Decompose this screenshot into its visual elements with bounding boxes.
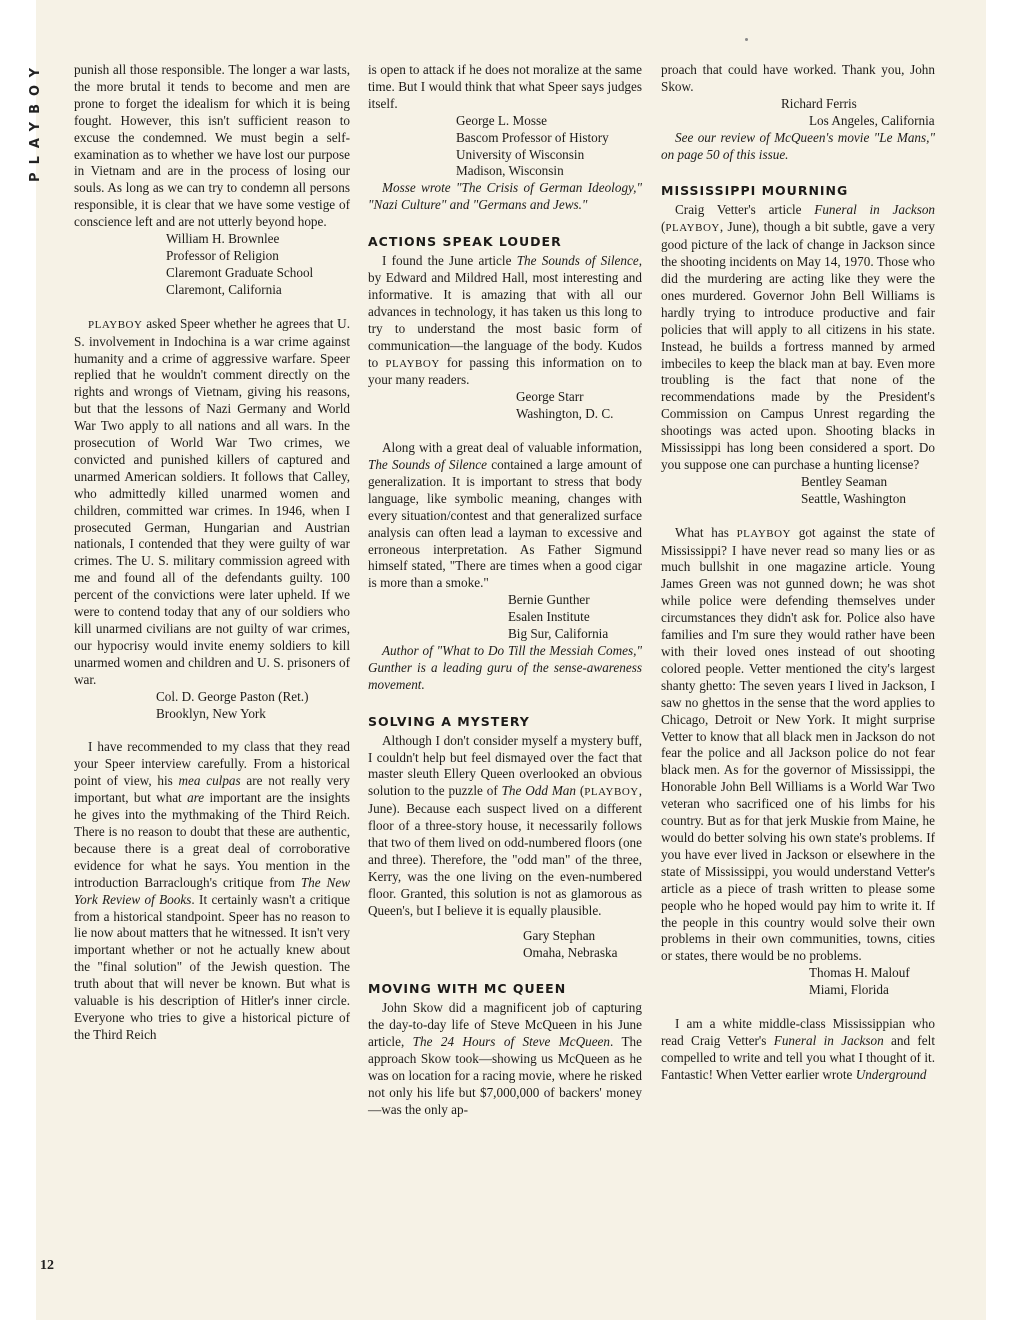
letter-paragraph xyxy=(74,739,350,1043)
paragraph-text: and felt compelled to write and tell you what I thought of it. Fantastic! When Vetter earlier wrote xyxy=(661,1032,935,1082)
italic-phrase: mea culpas xyxy=(178,773,241,789)
letter-signature xyxy=(661,474,935,508)
editor-note: Author of "What to Do Till the Messiah Comes," Gunther is a leading guru of the sense-awareness movement. xyxy=(368,643,642,692)
paragraph-text: , June), though a bit subtle, gave a very good picture of the lack of change in Jackson since the shooting incidents on May 14, 1970. Those who did the murdering are acting like they were the ones murdered. Governor John Bell Williams is hardly trying to introduce productive and fair policies that will apply to all citizens in his state. Instead, he builds a fortress manned by armed imbeciles to keep the black man at bay. Even more troubling is the fact that none of the recommendations made by the President's Commission on Campus Unrest regarding the shootings was acted upon. Shooting blacks in Mississippi has long been considered a sport. Do you suppose one can purchase a hunting license? xyxy=(661,219,935,472)
article-title: Funeral in Jackson xyxy=(773,1032,884,1048)
letter-signature xyxy=(661,96,935,130)
paragraph-text: ( xyxy=(576,783,585,799)
signature-line: University of Wisconsin xyxy=(456,146,585,162)
letter-paragraph xyxy=(368,440,642,592)
paragraph-text: , by Edward and Mildred Hall, most interesting and informative. It is amazing that with all our advances in technology, it has taken us this long to try to understand the most basic form of communication—the language of the body. Kudos to xyxy=(368,253,642,370)
article-title: The 24 Hours of Steve McQueen xyxy=(412,1034,611,1050)
letter-paragraph xyxy=(661,525,935,966)
article-title: The Sounds of Silence xyxy=(516,253,639,269)
paragraph-text: John Skow did a magnificent job of capturing the day-to-day life of Steve McQueen in his June article, xyxy=(368,1000,642,1050)
paragraph-text: Craig Vetter's article xyxy=(675,202,815,218)
paragraph-text: Along with a great deal of valuable information, xyxy=(382,440,642,456)
signature-line: Claremont Graduate School xyxy=(166,264,314,280)
signature-line: Col. D. George Paston (Ret.) xyxy=(156,688,309,704)
italic-phrase: are xyxy=(187,790,205,806)
paragraph-text: contained a large amount of generalization. It is important to stress that body language, like symbolic meaning, changes with every situation/contest and that generalized surface analysis can often lead a layman to excessive and erroneous interpretation. As Father Sigmund himself stated, "There are times when a good cigar is more than a smoke." xyxy=(368,457,642,591)
letter-signature xyxy=(368,113,642,181)
magazine-name: PLAYBOY xyxy=(584,786,639,799)
letter-signature xyxy=(661,965,935,999)
editor-note: Mosse wrote "The Crisis of German Ideology," "Nazi Culture" and "Germans and Jews." xyxy=(368,180,642,213)
editor-note: See our review of McQueen's movie "Le Mans," on page 50 of this issue. xyxy=(661,129,935,162)
signature-line: Bentley Seaman xyxy=(801,473,888,489)
magazine-name: PLAYBOY xyxy=(736,527,792,540)
signature-line: George Starr xyxy=(516,389,584,405)
print-speck xyxy=(745,38,748,41)
letter-paragraph xyxy=(661,202,935,474)
signature-line: Bernie Gunther xyxy=(508,592,590,608)
section-heading: MOVING WITH MC QUEEN xyxy=(368,981,567,997)
publication-title: The New York Review of Books xyxy=(74,874,350,907)
article-title: Underground xyxy=(855,1066,927,1082)
signature-line: Bascom Professor of History xyxy=(456,129,609,145)
letter-paragraph xyxy=(368,1000,642,1118)
paragraph-text: What has xyxy=(675,524,737,540)
signature-line: Big Sur, California xyxy=(508,626,609,642)
signature-line: Brooklyn, New York xyxy=(156,705,266,721)
magazine-name: PLAYBOY xyxy=(385,357,440,370)
letter-signature xyxy=(368,592,642,643)
signature-line: Gary Stephan xyxy=(523,927,596,943)
letter-paragraph xyxy=(368,733,642,920)
signature-line: William H. Brownlee xyxy=(166,231,280,247)
signature-line: Esalen Institute xyxy=(508,609,590,625)
signature-line: Los Angeles, California xyxy=(809,112,935,128)
signature-line: Miami, Florida xyxy=(809,982,889,998)
paragraph-text: . The approach Skow took—showing us McQueen as he was on location for a racing movie, where he risked not only his life but $7,000,000 of backers' money—was the only ap- xyxy=(368,1034,642,1117)
paragraph-text: asked Speer whether he agrees that U. S. involvement in Indochina is a war crime against humanity and a crime of aggressive warfare. Speer replied that he wouldn't comment directly on the rights and wrongs of Vietnam, giving his reasons, but that the lessons of Nazi Germany and World War Two apply to all nations and all wars. In the prosecution of World War Two crimes, we convicted and punished killers of captured and unarmed American soldiers. It follows that Calley, who admittedly killed unarmed women and children, committed war crimes. In 1946, when I prosecuted German, Hungarian and Austrian nationals, I contended that they were guilty of war crimes. The U. S. military commission agreed with me and found all of the defendants guilty. 100 percent of the convictions were later upheld. If we were to contend today that any of our soldiers who kill unarmed civilians are not guilty of war crimes, our hypocrisy would invite enemy soldiers to kill unarmed women and children and U. S. prisoners of war. xyxy=(74,315,350,687)
magazine-name: PLAYBOY xyxy=(88,318,143,331)
section-heading: MISSISSIPPI MOURNING xyxy=(661,183,849,199)
section-heading: ACTIONS SPEAK LOUDER xyxy=(368,234,562,250)
article-title: The Sounds of Silence xyxy=(368,457,487,473)
letter-paragraph xyxy=(74,316,350,689)
paragraph-text: I found the June article xyxy=(382,253,517,269)
letter-signature xyxy=(74,231,350,299)
paragraph-text: . It certainly wasn't a critique from a historical standpoint. Speer has no reason to lie now about matters that he witnessed. It isn't very important whether or not he actually knew about the "final solution" of the Jewish question. The truth about that will never be known. But what is valuable is his description of Hitler's inner circle. Everyone who tries to give a historical picture of the Third Reich xyxy=(74,891,351,1042)
signature-line: George L. Mosse xyxy=(456,112,547,128)
paragraph-text: got against the state of Mississippi? I have never read so many lies or as much bullshit in one magazine article. Young James Green was not gunned down; he was shot while police were defending themselves under circumstances they didn't ask for. Police also have families and I'm sure they would rather have been with their loved ones instead of out shooting colored people. Vetter mentioned the city's largest shanty ghetto: The seven years I lived in Jackson, I saw no ghettos in the sense that the word applies to Chicago, Detroit or New York. It might surprise Vetter to know that all black men in Jackson do not fear the police and all Jackson police do not fear black men. As for the governor of Mississippi, the Honorable John Bell Williams is a World War Two veteran who sacrificed one of his limbs for his country. But as for that jerk Muskie from Maine, he would do better solving his own state's problems. If you have ever lived in Jackson or elsewhere in the state of Mississippi, you would understand Vetter's article as a piece of trash written to please some people who he hoped would pay him to write it. If the people in this country would solve their own problems in their own communities, towns, cities or states, there would be no problems. xyxy=(661,524,936,964)
paragraph-text: important are the insights he gives into the mythmaking of the Third Reich. There is no reason to doubt that these are authentic, because there is a great deal of corroborative evidence for what he says. You mention in the introduction Barraclough's critique from xyxy=(74,790,350,890)
paragraph-text: , June). Because each suspect lived on a different floor of a three-story house, it necessarily follows that two of them lived on odd-numbered floors (one and three). Therefore, the "odd man" of the three, Kerry, was the one living on the even-numbered floor. Granted, this solution is not as glamorous as Queen's, but I believe it is equally plausible. xyxy=(368,783,643,918)
section-heading: SOLVING A MYSTERY xyxy=(368,713,530,729)
column-1 xyxy=(74,62,350,1044)
signature-line: Professor of Religion xyxy=(166,247,279,263)
column-3 xyxy=(661,62,935,1084)
signature-line: Claremont, California xyxy=(166,281,282,297)
paragraph-text: I am a white middle-class Mississippian who read Craig Vetter's xyxy=(661,1016,935,1048)
signature-line: Washington, D. C. xyxy=(516,406,614,422)
paragraph-text: for passing this information on to your many readers. xyxy=(368,354,642,388)
page-number: 12 xyxy=(40,1258,54,1273)
letter-paragraph: punish all those responsible. The longer a war lasts, the more brutal it tends to become and men are prone to forget the idealism for which it is being fought. However, this isn't sufficient reason to excuse the condemned. We must begin a self-examination as to whether we have lost our purpose in Vietnam and are in the process of losing our souls. As long as we can try to condemn all persons responsible, it is clear that we have some vestige of conscience left and are not utterly beyond hope. xyxy=(74,62,350,230)
letter-paragraph xyxy=(661,1016,935,1084)
column-2 xyxy=(368,62,642,1119)
paragraph-text: Although I don't consider myself a mystery buff, I couldn't help but feel dismayed over the fact that master sleuth Ellery Queen overlooked an obvious solution to the puzzle of xyxy=(368,732,642,799)
letter-signature xyxy=(74,689,350,723)
paragraph-text: ( xyxy=(661,219,666,235)
paragraph-text: are not really very important, but what xyxy=(74,773,351,806)
letter-paragraph: proach that could have worked. Thank you, John Skow. xyxy=(661,62,935,94)
signature-line: Richard Ferris xyxy=(781,95,857,111)
letter-paragraph xyxy=(368,253,642,389)
signature-line: Omaha, Nebraska xyxy=(523,944,618,960)
article-title: The Odd Man xyxy=(501,783,576,799)
article-title: Funeral in Jackson xyxy=(814,202,936,218)
signature-line: Madison, Wisconsin xyxy=(456,163,564,179)
letter-paragraph: is open to attack if he does not moralize at the same time. But I would think that what Speer says judges itself. xyxy=(368,62,642,111)
signature-line: Seattle, Washington xyxy=(801,490,906,506)
running-title: PLAYBOY xyxy=(28,60,43,182)
paragraph-text: I have recommended to my class that they read your Speer interview carefully. From a historical point of view, his xyxy=(74,739,350,789)
letter-signature xyxy=(368,928,642,962)
signature-line: Thomas H. Malouf xyxy=(809,965,910,981)
letter-signature xyxy=(368,389,642,423)
magazine-name: PLAYBOY xyxy=(665,222,720,235)
